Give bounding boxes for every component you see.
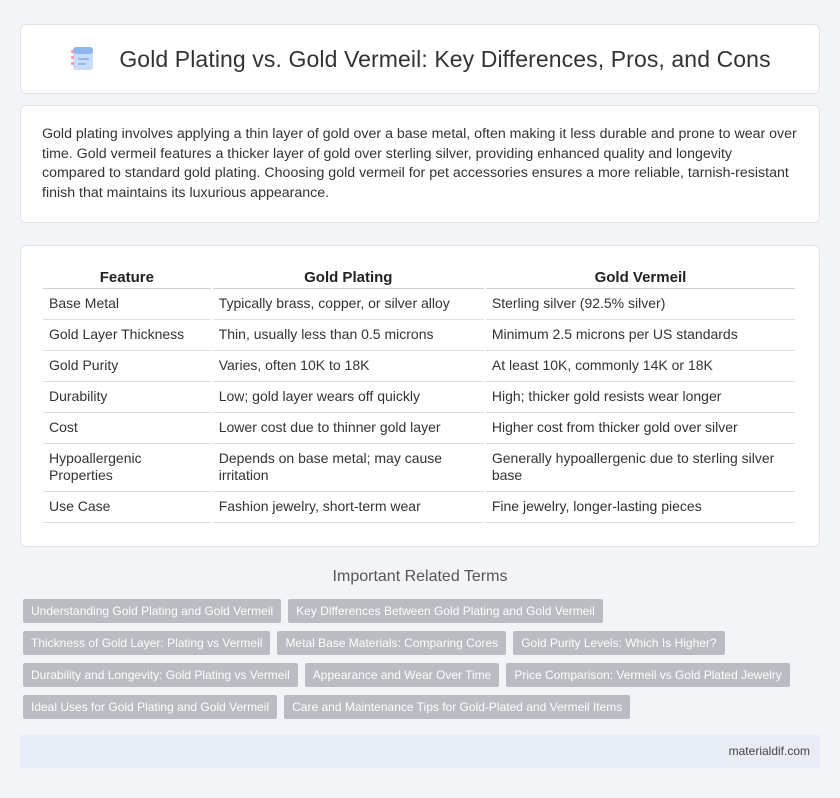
related-term-link[interactable]: Understanding Gold Plating and Gold Vermeil [23, 599, 281, 623]
feature-cell: Use Case [43, 492, 211, 523]
gold-vermeil-cell: Sterling silver (92.5% silver) [486, 289, 795, 320]
gold-plating-cell: Typically brass, copper, or silver alloy [213, 289, 484, 320]
gold-plating-cell: Low; gold layer wears off quickly [213, 382, 484, 413]
document-icon [69, 42, 119, 77]
table-row [43, 351, 795, 382]
tag-row [23, 695, 813, 719]
gold-vermeil-cell: Generally hypoallergenic due to sterling silver base [486, 444, 795, 492]
feature-cell: Hypoallergenic Properties [43, 444, 211, 492]
gold-vermeil-cell: Fine jewelry, longer-lasting pieces [486, 492, 795, 523]
tag-row [23, 599, 813, 623]
table-header-row [43, 264, 795, 289]
related-term-link[interactable]: Care and Maintenance Tips for Gold-Plated and Vermeil Items [284, 695, 630, 719]
gold-vermeil-cell: High; thicker gold resists wear longer [486, 382, 795, 413]
table-row [43, 320, 795, 351]
table-row [43, 289, 795, 320]
title-card [20, 24, 820, 94]
table-row [43, 444, 795, 492]
related-terms-heading: Important Related Terms [332, 568, 508, 585]
feature-cell: Durability [43, 382, 211, 413]
related-term-link[interactable]: Thickness of Gold Layer: Plating vs Vermeil [23, 631, 270, 655]
footer [20, 735, 820, 768]
feature-cell: Gold Layer Thickness [43, 320, 211, 351]
related-term-link[interactable]: Durability and Longevity: Gold Plating vs Vermeil [23, 663, 298, 687]
table-row [43, 413, 795, 444]
comparison-table [41, 264, 797, 523]
table-row [43, 492, 795, 523]
intro-paragraph: Gold plating involves applying a thin layer of gold over a base metal, often making it less durable and prone to wear over time. Gold vermeil features a thicker layer of gold over sterling silver, providing enhanced quality and longevity compared to standard gold plating. Choosing gold vermeil for pet accessories ensures a more reliable, tarnish-resistant finish that maintains its luxurious appearance. [42, 126, 797, 201]
intro-card [20, 105, 820, 223]
page-title: Gold Plating vs. Gold Vermeil: Key Differences, Pros, and Cons [119, 45, 771, 72]
table-row [43, 382, 795, 413]
related-term-link[interactable]: Appearance and Wear Over Time [305, 663, 500, 687]
related-term-link[interactable]: Metal Base Materials: Comparing Cores [277, 631, 506, 655]
tag-row [23, 631, 813, 655]
footer-site-link[interactable]: materialdif.com [728, 744, 810, 758]
gold-plating-cell: Fashion jewelry, short-term wear [213, 492, 484, 523]
feature-cell: Cost [43, 413, 211, 444]
gold-plating-cell: Varies, often 10K to 18K [213, 351, 484, 382]
header-feature: Feature [43, 264, 211, 289]
related-term-link[interactable]: Ideal Uses for Gold Plating and Gold Vermeil [23, 695, 277, 719]
tag-row [23, 663, 813, 687]
related-terms-list [23, 599, 813, 727]
feature-cell: Gold Purity [43, 351, 211, 382]
comparison-table-card [20, 245, 820, 547]
related-term-link[interactable]: Key Differences Between Gold Plating and Gold Vermeil [288, 599, 603, 623]
gold-vermeil-cell: Minimum 2.5 microns per US standards [486, 320, 795, 351]
gold-vermeil-cell: At least 10K, commonly 14K or 18K [486, 351, 795, 382]
related-term-link[interactable]: Price Comparison: Vermeil vs Gold Plated Jewelry [506, 663, 789, 687]
gold-plating-cell: Thin, usually less than 0.5 microns [213, 320, 484, 351]
related-term-link[interactable]: Gold Purity Levels: Which Is Higher? [513, 631, 724, 655]
gold-plating-cell: Depends on base metal; may cause irritation [213, 444, 484, 492]
gold-vermeil-cell: Higher cost from thicker gold over silver [486, 413, 795, 444]
header-gold-plating: Gold Plating [213, 264, 484, 289]
feature-cell: Base Metal [43, 289, 211, 320]
header-gold-vermeil: Gold Vermeil [486, 264, 795, 289]
gold-plating-cell: Lower cost due to thinner gold layer [213, 413, 484, 444]
